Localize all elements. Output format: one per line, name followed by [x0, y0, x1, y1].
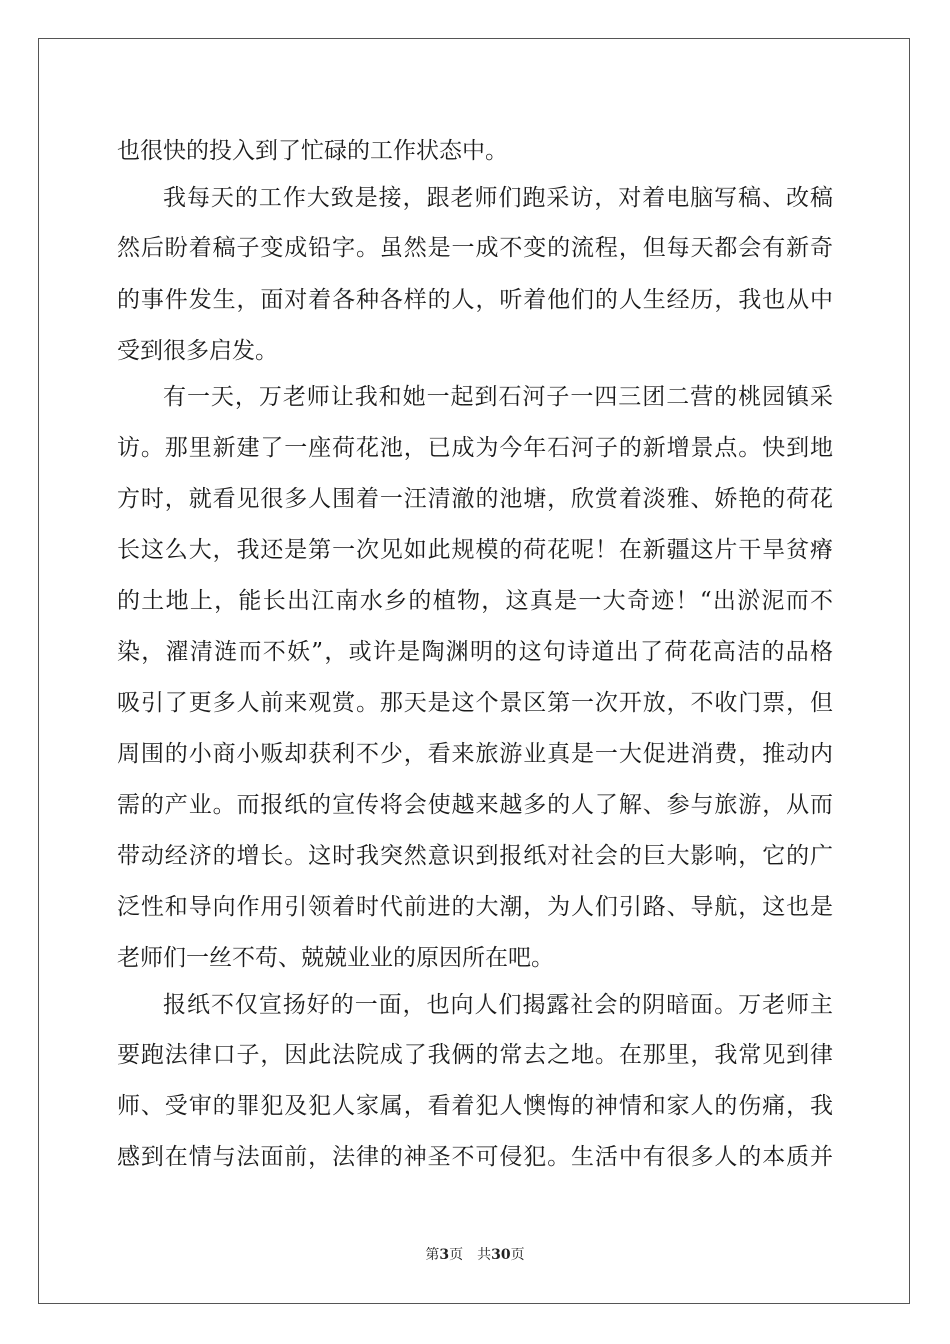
page-footer — [0, 1245, 950, 1265]
text-line: 长这么大，我还是第一次见如此规模的荷花呢！在新疆这片干旱贫瘠 — [117, 537, 833, 563]
text-line: 访。那里新建了一座荷花池，已成为今年石河子的新增景点。快到地 — [117, 435, 833, 461]
text-line: 染，濯清涟而不妖”，或许是陶渊明的这句诗道出了荷花高洁的品格 — [117, 639, 833, 665]
text-line: 需的产业。而报纸的宣传将会使越来越多的人了解、参与旅游，从而 — [117, 792, 833, 818]
text-line: 的事件发生，面对着各种各样的人，听着他们的人生经历，我也从中 — [117, 287, 833, 313]
total-pages: 30 — [491, 1247, 511, 1263]
page-prefix: 第 — [425, 1247, 440, 1263]
text-line: 报纸不仅宣扬好的一面，也向人们揭露社会的阴暗面。万老师主 — [163, 992, 833, 1018]
text-line: 也很快的投入到了忙碌的工作状态中。 — [117, 138, 508, 164]
text-line: 有一天，万老师让我和她一起到石河子一四三团二营的桃园镇采 — [163, 384, 833, 410]
text-line: 师、受审的罪犯及犯人家属，看着犯人懊悔的神情和家人的伤痛，我 — [117, 1093, 833, 1119]
text-line: 带动经济的增长。这时我突然意识到报纸对社会的巨大影响，它的广 — [117, 843, 833, 869]
text-line: 周围的小商小贩却获利不少，看来旅游业真是一大促进消费，推动内 — [117, 741, 833, 767]
page-suffix: 页 — [449, 1247, 464, 1263]
text-line: 感到在情与法面前，法律的神圣不可侵犯。生活中有很多人的本质并 — [117, 1144, 833, 1170]
page-number: 3 — [439, 1247, 450, 1263]
text-line: 的土地上，能长出江南水乡的植物，这真是一大奇迹！“出淤泥而不 — [117, 588, 833, 614]
text-line: 老师们一丝不苟、兢兢业业的原因所在吧。 — [117, 945, 554, 971]
text-line: 受到很多启发。 — [117, 338, 278, 364]
total-prefix: 共 — [477, 1247, 492, 1263]
text-line: 我每天的工作大致是接，跟老师们跑采访，对着电脑写稿、改稿 — [163, 185, 833, 211]
text-line: 泛性和导向作用引领着时代前进的大潮，为人们引路、导航，这也是 — [117, 894, 833, 920]
text-line: 要跑法律口子，因此法院成了我俩的常去之地。在那里，我常见到律 — [117, 1042, 833, 1068]
text-line: 然后盼着稿子变成铅字。虽然是一成不变的流程，但每天都会有新奇 — [117, 235, 833, 261]
text-line: 方时，就看见很多人围着一汪清澈的池塘，欣赏着淡雅、娇艳的荷花 — [117, 486, 833, 512]
text-line: 吸引了更多人前来观赏。那天是这个景区第一次开放，不收门票，但 — [117, 690, 833, 716]
total-suffix: 页 — [510, 1247, 525, 1263]
